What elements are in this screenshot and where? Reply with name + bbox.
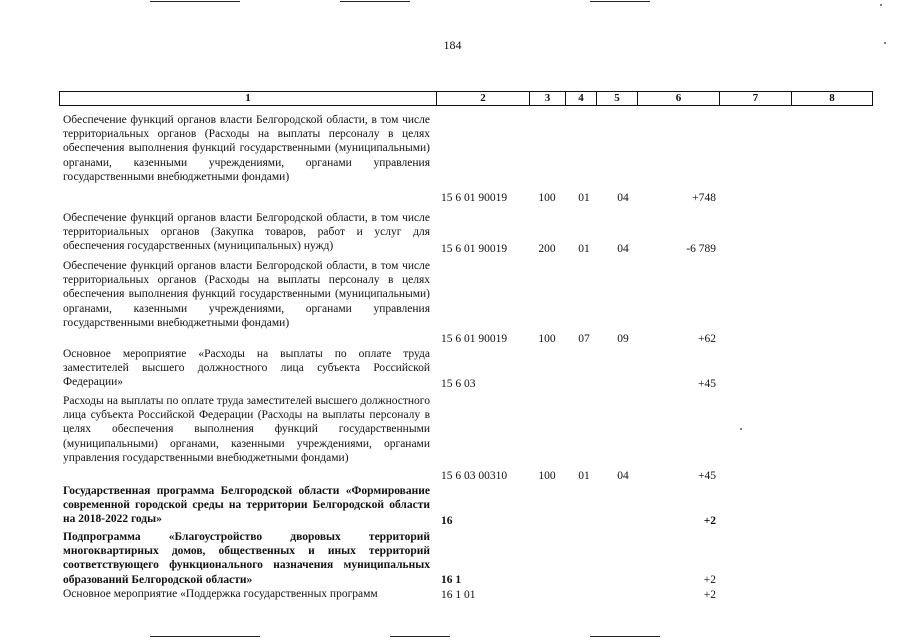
row-expense-type: 100 (538, 191, 556, 204)
table-row (0, 211, 905, 256)
scan-edge-line (340, 1, 410, 2)
table-row-program (0, 484, 905, 528)
row-amount: +2 (703, 588, 716, 601)
table-row (0, 259, 905, 346)
scan-edge-line (590, 636, 660, 637)
row-description: Расходы на выплаты по оплате труда заместителей высшего должностного лица субъекта Российской Федерации (Расходы на выплаты персоналу в целях обеспечения выполнения функций государственными (муниципальными) органами, казенными учреждениями, органами управления государственными внебюджетными фондами) (63, 395, 430, 464)
row-description: Подпрограмма «Благоустройство дворовых территорий многоквартирных домов, общественных и иных территорий соответствующего функционального назначения муниципальных образований Белгородской области» (63, 531, 430, 586)
scan-speck (880, 4, 882, 6)
table-row (0, 394, 905, 483)
row-amount: +45 (698, 377, 716, 390)
row-section: 01 (578, 242, 590, 255)
row-amount: +2 (703, 514, 716, 527)
row-target-code: 16 1 01 (441, 588, 476, 601)
row-description: Основное мероприятие «Поддержка государственных программ (63, 588, 378, 600)
header-col-4: 4 (566, 92, 597, 105)
scan-edge-line (390, 636, 450, 637)
scan-edge-line (150, 636, 260, 637)
row-amount: +748 (692, 191, 716, 204)
row-target-code: 15 6 03 (441, 377, 476, 390)
row-subsection: 04 (617, 469, 629, 482)
table-row (0, 113, 905, 205)
row-amount: +45 (698, 469, 716, 482)
row-amount: -6 789 (686, 242, 716, 255)
row-subsection: 04 (617, 242, 629, 255)
row-section: 01 (578, 191, 590, 204)
row-amount: +62 (698, 332, 716, 345)
row-description: Обеспечение функций органов власти Белгородской области, в том числе территориальных органов (Закупка товаров, работ и услуг для обеспечения государственных (муниципальных) нужд) (63, 212, 430, 253)
row-target-code: 16 1 (441, 573, 462, 586)
row-description: Основное мероприятие «Расходы на выплаты по оплате труда заместителей высшего должностного лица субъекта Российской Федерации» (63, 348, 430, 389)
table-row (0, 587, 905, 602)
row-target-code: 15 6 01 90019 (441, 191, 508, 204)
row-subsection: 04 (617, 191, 629, 204)
row-target-code: 15 6 01 90019 (441, 332, 508, 345)
table-row (0, 347, 905, 391)
header-col-2: 2 (437, 92, 530, 105)
header-col-8: 8 (829, 92, 835, 104)
header-col-3: 3 (530, 92, 566, 105)
page-number: 184 (443, 38, 462, 52)
row-expense-type: 100 (538, 332, 556, 345)
header-col-5: 5 (597, 92, 638, 105)
scan-edge-line (590, 1, 650, 2)
header-col-6: 6 (638, 92, 720, 105)
table-row-subprogram (0, 530, 905, 587)
row-description: Обеспечение функций органов власти Белгородской области, в том числе территориальных органов (Расходы на выплаты персоналу в целях обеспечения выполнения функций государственными (муниципальными) органами, казенными учреждениями, органами управления государственными внебюджетными фондами) (63, 114, 430, 183)
row-subsection: 09 (617, 332, 629, 345)
header-col-1: 1 (60, 92, 437, 105)
row-section: 01 (578, 469, 590, 482)
table-header-row (59, 91, 873, 106)
row-section: 07 (578, 332, 590, 345)
row-description: Государственная программа Белгородской области «Формирование современной городской среды на территории Белгородской области на 2018-2022 годы» (63, 485, 430, 526)
row-expense-type: 200 (538, 242, 556, 255)
header-col-7: 7 (720, 92, 792, 105)
row-target-code: 16 (441, 514, 453, 527)
scan-edge-line (150, 1, 240, 2)
row-target-code: 15 6 01 90019 (441, 242, 508, 255)
row-amount: +2 (703, 573, 716, 586)
row-expense-type: 100 (538, 469, 556, 482)
row-description: Обеспечение функций органов власти Белгородской области, в том числе территориальных органов (Расходы на выплаты персоналу в целях обеспечения выполнения функций государственными (муниципальными) органами, казенными учреждениями, органами управления государственными внебюджетными фондами) (63, 260, 430, 329)
row-target-code: 15 6 03 00310 (441, 469, 508, 482)
